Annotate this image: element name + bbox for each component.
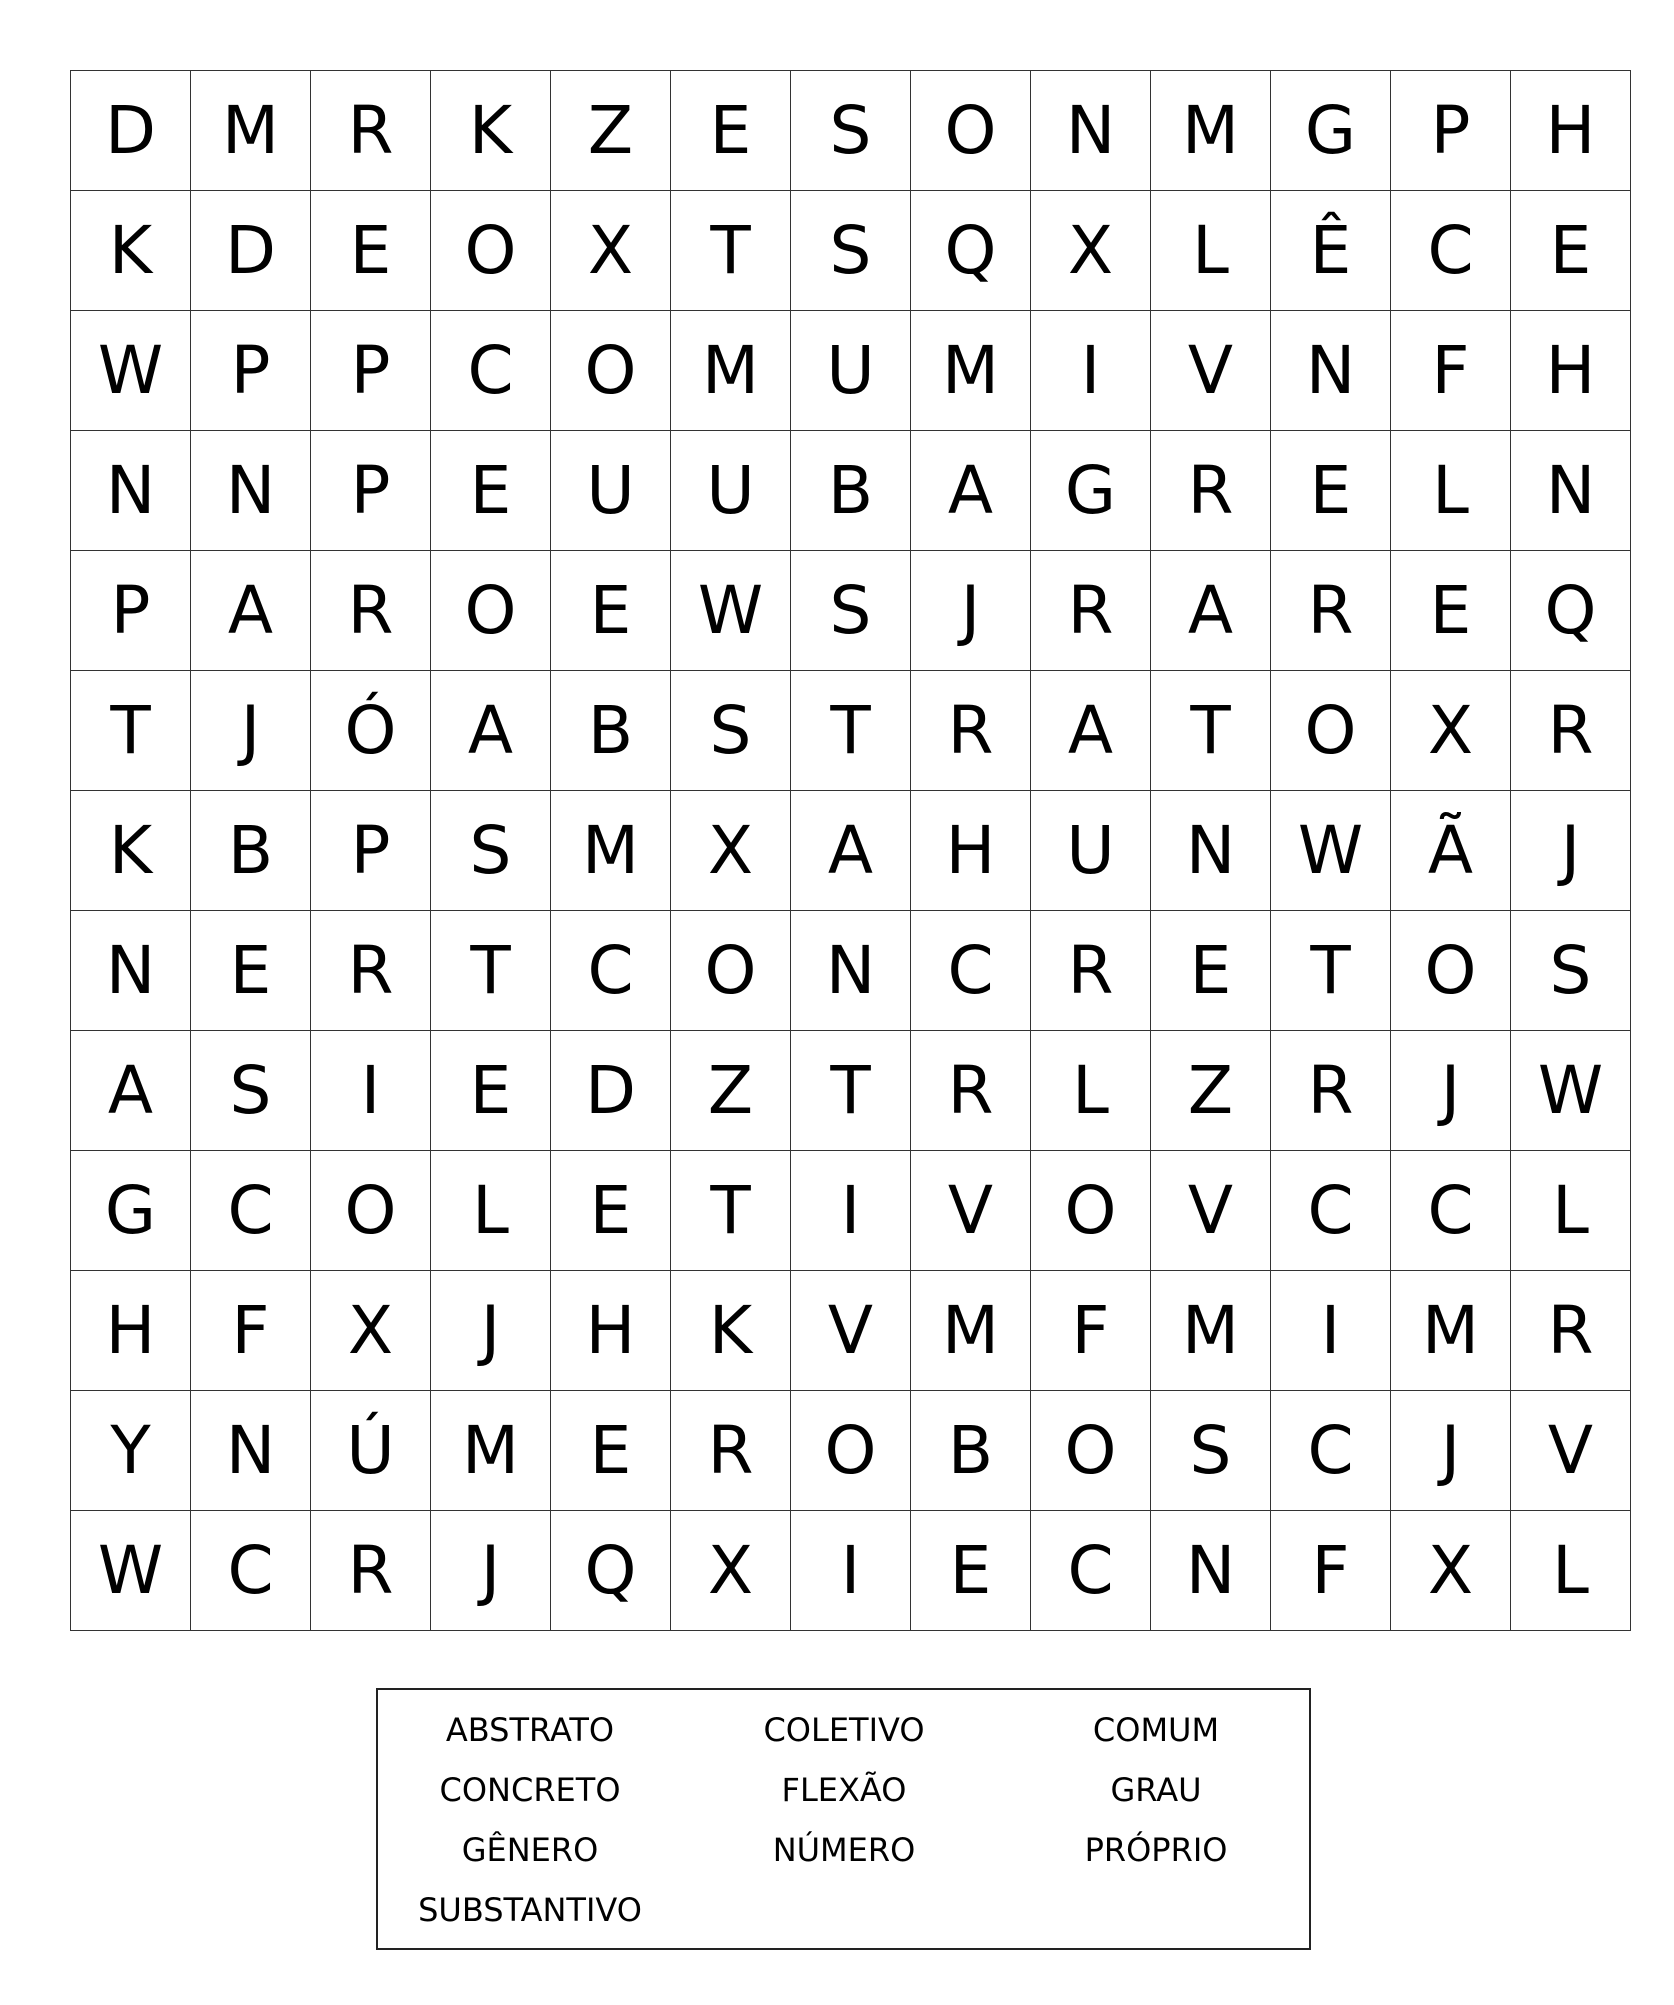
grid-cell[interactable]: J: [911, 551, 1031, 671]
word-item: ABSTRATO: [445, 1711, 615, 1749]
grid-cell[interactable]: V: [911, 1151, 1031, 1271]
grid-cell[interactable]: E: [311, 191, 431, 311]
grid-cell[interactable]: O: [431, 551, 551, 671]
grid-cell[interactable]: Ú: [311, 1391, 431, 1511]
grid-cell[interactable]: U: [671, 431, 791, 551]
grid-cell[interactable]: O: [1031, 1391, 1151, 1511]
grid-cell[interactable]: X: [311, 1271, 431, 1391]
grid-cell[interactable]: E: [1511, 191, 1631, 311]
grid-cell[interactable]: V: [791, 1271, 911, 1391]
grid-cell[interactable]: D: [551, 1031, 671, 1151]
grid-cell[interactable]: P: [1391, 71, 1511, 191]
grid-row: [71, 431, 1631, 551]
grid-cell[interactable]: M: [911, 1271, 1031, 1391]
word-item: FLEXÃO: [781, 1771, 907, 1809]
grid-cell[interactable]: C: [551, 911, 671, 1031]
grid-cell[interactable]: K: [431, 71, 551, 191]
grid-cell[interactable]: V: [1151, 311, 1271, 431]
grid-cell[interactable]: M: [191, 71, 311, 191]
grid-cell[interactable]: M: [1391, 1271, 1511, 1391]
word-item: COLETIVO: [763, 1711, 925, 1749]
grid-cell[interactable]: N: [191, 431, 311, 551]
grid-cell[interactable]: K: [671, 1271, 791, 1391]
grid-cell[interactable]: O: [1031, 1151, 1151, 1271]
word-search-grid: [70, 70, 1631, 1631]
grid-cell[interactable]: G: [1271, 71, 1391, 191]
grid-cell[interactable]: K: [71, 191, 191, 311]
grid-cell[interactable]: X: [1391, 1511, 1511, 1631]
grid-cell[interactable]: L: [1511, 1511, 1631, 1631]
grid-cell[interactable]: R: [1511, 1271, 1631, 1391]
grid-cell[interactable]: O: [671, 911, 791, 1031]
grid-cell[interactable]: N: [791, 911, 911, 1031]
grid-cell[interactable]: R: [1511, 671, 1631, 791]
word-list: [376, 1688, 1311, 1950]
word-item: GRAU: [1110, 1771, 1202, 1809]
grid-cell[interactable]: X: [1391, 671, 1511, 791]
grid-cell[interactable]: N: [1511, 431, 1631, 551]
grid-cell[interactable]: E: [431, 431, 551, 551]
grid-cell[interactable]: N: [1271, 311, 1391, 431]
grid-row: [71, 551, 1631, 671]
grid-cell[interactable]: S: [1511, 911, 1631, 1031]
grid-cell[interactable]: T: [71, 671, 191, 791]
grid-cell[interactable]: J: [1511, 791, 1631, 911]
grid-cell[interactable]: I: [311, 1031, 431, 1151]
grid-cell[interactable]: M: [551, 791, 671, 911]
grid-cell[interactable]: C: [191, 1151, 311, 1271]
grid-cell[interactable]: P: [71, 551, 191, 671]
grid-row: [71, 791, 1631, 911]
grid-cell[interactable]: M: [431, 1391, 551, 1511]
grid-cell[interactable]: O: [431, 191, 551, 311]
word-item: SUBSTANTIVO: [418, 1891, 642, 1929]
grid-cell[interactable]: E: [551, 1391, 671, 1511]
grid-cell[interactable]: H: [551, 1271, 671, 1391]
grid-cell[interactable]: J: [1391, 1391, 1511, 1511]
grid-cell[interactable]: C: [911, 911, 1031, 1031]
grid-cell[interactable]: R: [1271, 551, 1391, 671]
grid-cell[interactable]: W: [71, 311, 191, 431]
grid-row: [71, 911, 1631, 1031]
grid-cell[interactable]: C: [1271, 1391, 1391, 1511]
grid-cell[interactable]: J: [1391, 1031, 1511, 1151]
grid-cell[interactable]: W: [671, 551, 791, 671]
grid-row: [71, 1391, 1631, 1511]
grid-cell[interactable]: O: [1271, 671, 1391, 791]
grid-cell[interactable]: I: [1271, 1271, 1391, 1391]
word-item: PRÓPRIO: [1084, 1831, 1228, 1869]
grid-cell[interactable]: B: [551, 671, 671, 791]
grid-cell[interactable]: R: [1031, 551, 1151, 671]
grid-row: [71, 311, 1631, 431]
grid-cell[interactable]: O: [1391, 911, 1511, 1031]
grid-cell[interactable]: V: [1151, 1151, 1271, 1271]
grid-cell[interactable]: X: [551, 191, 671, 311]
grid-cell[interactable]: J: [191, 671, 311, 791]
grid-cell[interactable]: Ó: [311, 671, 431, 791]
grid-cell[interactable]: R: [1031, 911, 1151, 1031]
grid-cell[interactable]: N: [71, 911, 191, 1031]
grid-cell[interactable]: O: [911, 71, 1031, 191]
grid-cell[interactable]: X: [671, 1511, 791, 1631]
grid-cell[interactable]: E: [911, 1511, 1031, 1631]
grid-cell[interactable]: R: [1271, 1031, 1391, 1151]
grid-cell[interactable]: P: [311, 431, 431, 551]
grid-cell[interactable]: M: [1151, 71, 1271, 191]
grid-cell[interactable]: D: [191, 191, 311, 311]
grid-cell[interactable]: E: [1151, 911, 1271, 1031]
grid-cell[interactable]: H: [1511, 311, 1631, 431]
grid-cell[interactable]: P: [311, 791, 431, 911]
word-item: CONCRETO: [439, 1771, 621, 1809]
grid-cell[interactable]: C: [431, 311, 551, 431]
grid-cell[interactable]: A: [431, 671, 551, 791]
grid-cell[interactable]: F: [191, 1271, 311, 1391]
grid-cell[interactable]: C: [1031, 1511, 1151, 1631]
grid-cell[interactable]: M: [1151, 1271, 1271, 1391]
grid-cell[interactable]: A: [1151, 551, 1271, 671]
grid-cell[interactable]: F: [1391, 311, 1511, 431]
grid-row: [71, 1031, 1631, 1151]
grid-cell[interactable]: T: [1151, 671, 1271, 791]
grid-cell[interactable]: Q: [1511, 551, 1631, 671]
grid-cell[interactable]: U: [1031, 791, 1151, 911]
grid-cell[interactable]: H: [71, 1271, 191, 1391]
grid-cell[interactable]: B: [911, 1391, 1031, 1511]
grid-cell[interactable]: O: [791, 1391, 911, 1511]
grid-cell[interactable]: X: [671, 791, 791, 911]
grid-cell[interactable]: F: [1031, 1271, 1151, 1391]
grid-cell[interactable]: O: [551, 311, 671, 431]
grid-cell[interactable]: N: [191, 1391, 311, 1511]
grid-row: [71, 191, 1631, 311]
grid-cell[interactable]: M: [911, 311, 1031, 431]
grid-cell[interactable]: N: [1031, 71, 1151, 191]
grid-cell[interactable]: D: [71, 71, 191, 191]
grid-cell[interactable]: T: [431, 911, 551, 1031]
grid-cell[interactable]: X: [1031, 191, 1151, 311]
grid-cell[interactable]: T: [1271, 911, 1391, 1031]
grid-row: [71, 1511, 1631, 1631]
grid-cell[interactable]: W: [1271, 791, 1391, 911]
grid-cell[interactable]: S: [1151, 1391, 1271, 1511]
grid-cell[interactable]: R: [311, 1511, 431, 1631]
grid-cell[interactable]: E: [1391, 551, 1511, 671]
grid-cell[interactable]: K: [71, 791, 191, 911]
grid-cell[interactable]: G: [71, 1151, 191, 1271]
grid-cell[interactable]: E: [191, 911, 311, 1031]
grid-cell[interactable]: J: [431, 1271, 551, 1391]
grid-cell[interactable]: S: [191, 1031, 311, 1151]
grid-cell[interactable]: T: [791, 1031, 911, 1151]
word-item: GÊNERO: [461, 1831, 599, 1869]
grid-cell[interactable]: R: [911, 671, 1031, 791]
grid-cell[interactable]: C: [1271, 1151, 1391, 1271]
grid-cell[interactable]: E: [551, 551, 671, 671]
word-item: COMUM: [1092, 1711, 1220, 1749]
grid-cell[interactable]: R: [911, 1031, 1031, 1151]
grid-cell[interactable]: S: [791, 551, 911, 671]
grid-cell[interactable]: B: [191, 791, 311, 911]
grid-cell[interactable]: E: [431, 1031, 551, 1151]
grid-cell[interactable]: A: [191, 551, 311, 671]
grid-cell[interactable]: L: [1511, 1151, 1631, 1271]
grid-cell[interactable]: T: [671, 191, 791, 311]
grid-cell[interactable]: T: [791, 671, 911, 791]
grid-cell[interactable]: L: [1031, 1031, 1151, 1151]
word-item: NÚMERO: [772, 1831, 916, 1869]
grid-cell[interactable]: N: [1151, 1511, 1271, 1631]
grid-cell[interactable]: C: [1391, 1151, 1511, 1271]
grid-cell[interactable]: S: [791, 191, 911, 311]
grid-cell[interactable]: I: [1031, 311, 1151, 431]
grid-cell[interactable]: Y: [71, 1391, 191, 1511]
grid-cell[interactable]: P: [191, 311, 311, 431]
grid-cell[interactable]: N: [71, 431, 191, 551]
grid-cell[interactable]: A: [791, 791, 911, 911]
grid-cell[interactable]: E: [671, 71, 791, 191]
grid-cell[interactable]: W: [71, 1511, 191, 1631]
grid-cell[interactable]: R: [311, 551, 431, 671]
grid-cell[interactable]: F: [1271, 1511, 1391, 1631]
grid-cell[interactable]: Q: [911, 191, 1031, 311]
grid-cell[interactable]: S: [671, 671, 791, 791]
grid-cell[interactable]: P: [311, 311, 431, 431]
grid-cell[interactable]: I: [791, 1511, 911, 1631]
grid-cell[interactable]: R: [311, 71, 431, 191]
grid-cell[interactable]: U: [551, 431, 671, 551]
grid-cell[interactable]: C: [1391, 191, 1511, 311]
grid-cell[interactable]: R: [671, 1391, 791, 1511]
grid-row: [71, 671, 1631, 791]
grid-cell[interactable]: O: [311, 1151, 431, 1271]
grid-cell[interactable]: N: [1151, 791, 1271, 911]
grid-cell[interactable]: A: [911, 431, 1031, 551]
grid-cell[interactable]: H: [1511, 71, 1631, 191]
grid-cell[interactable]: A: [71, 1031, 191, 1151]
grid-row: [71, 1151, 1631, 1271]
grid-cell[interactable]: R: [311, 911, 431, 1031]
grid-cell[interactable]: G: [1031, 431, 1151, 551]
grid-cell[interactable]: H: [911, 791, 1031, 911]
grid-cell[interactable]: Z: [671, 1031, 791, 1151]
grid-cell[interactable]: I: [791, 1151, 911, 1271]
grid-cell[interactable]: U: [791, 311, 911, 431]
grid-cell[interactable]: C: [191, 1511, 311, 1631]
grid-cell[interactable]: R: [1151, 431, 1271, 551]
grid-cell[interactable]: L: [1391, 431, 1511, 551]
grid-cell[interactable]: L: [1151, 191, 1271, 311]
grid-cell[interactable]: E: [1271, 431, 1391, 551]
grid-cell[interactable]: B: [791, 431, 911, 551]
grid-cell[interactable]: L: [431, 1151, 551, 1271]
grid-cell[interactable]: A: [1031, 671, 1151, 791]
grid-cell[interactable]: Z: [551, 71, 671, 191]
grid-cell[interactable]: Q: [551, 1511, 671, 1631]
grid-cell[interactable]: M: [671, 311, 791, 431]
grid-cell[interactable]: E: [551, 1151, 671, 1271]
grid-cell[interactable]: Ã: [1391, 791, 1511, 911]
grid-row: [71, 71, 1631, 191]
grid-row: [71, 1271, 1631, 1391]
grid-cell[interactable]: S: [791, 71, 911, 191]
grid-cell[interactable]: J: [431, 1511, 551, 1631]
grid-cell[interactable]: S: [431, 791, 551, 911]
grid-cell[interactable]: Ê: [1271, 191, 1391, 311]
grid-cell[interactable]: W: [1511, 1031, 1631, 1151]
grid-cell[interactable]: V: [1511, 1391, 1631, 1511]
grid-cell[interactable]: Z: [1151, 1031, 1271, 1151]
grid-cell[interactable]: T: [671, 1151, 791, 1271]
